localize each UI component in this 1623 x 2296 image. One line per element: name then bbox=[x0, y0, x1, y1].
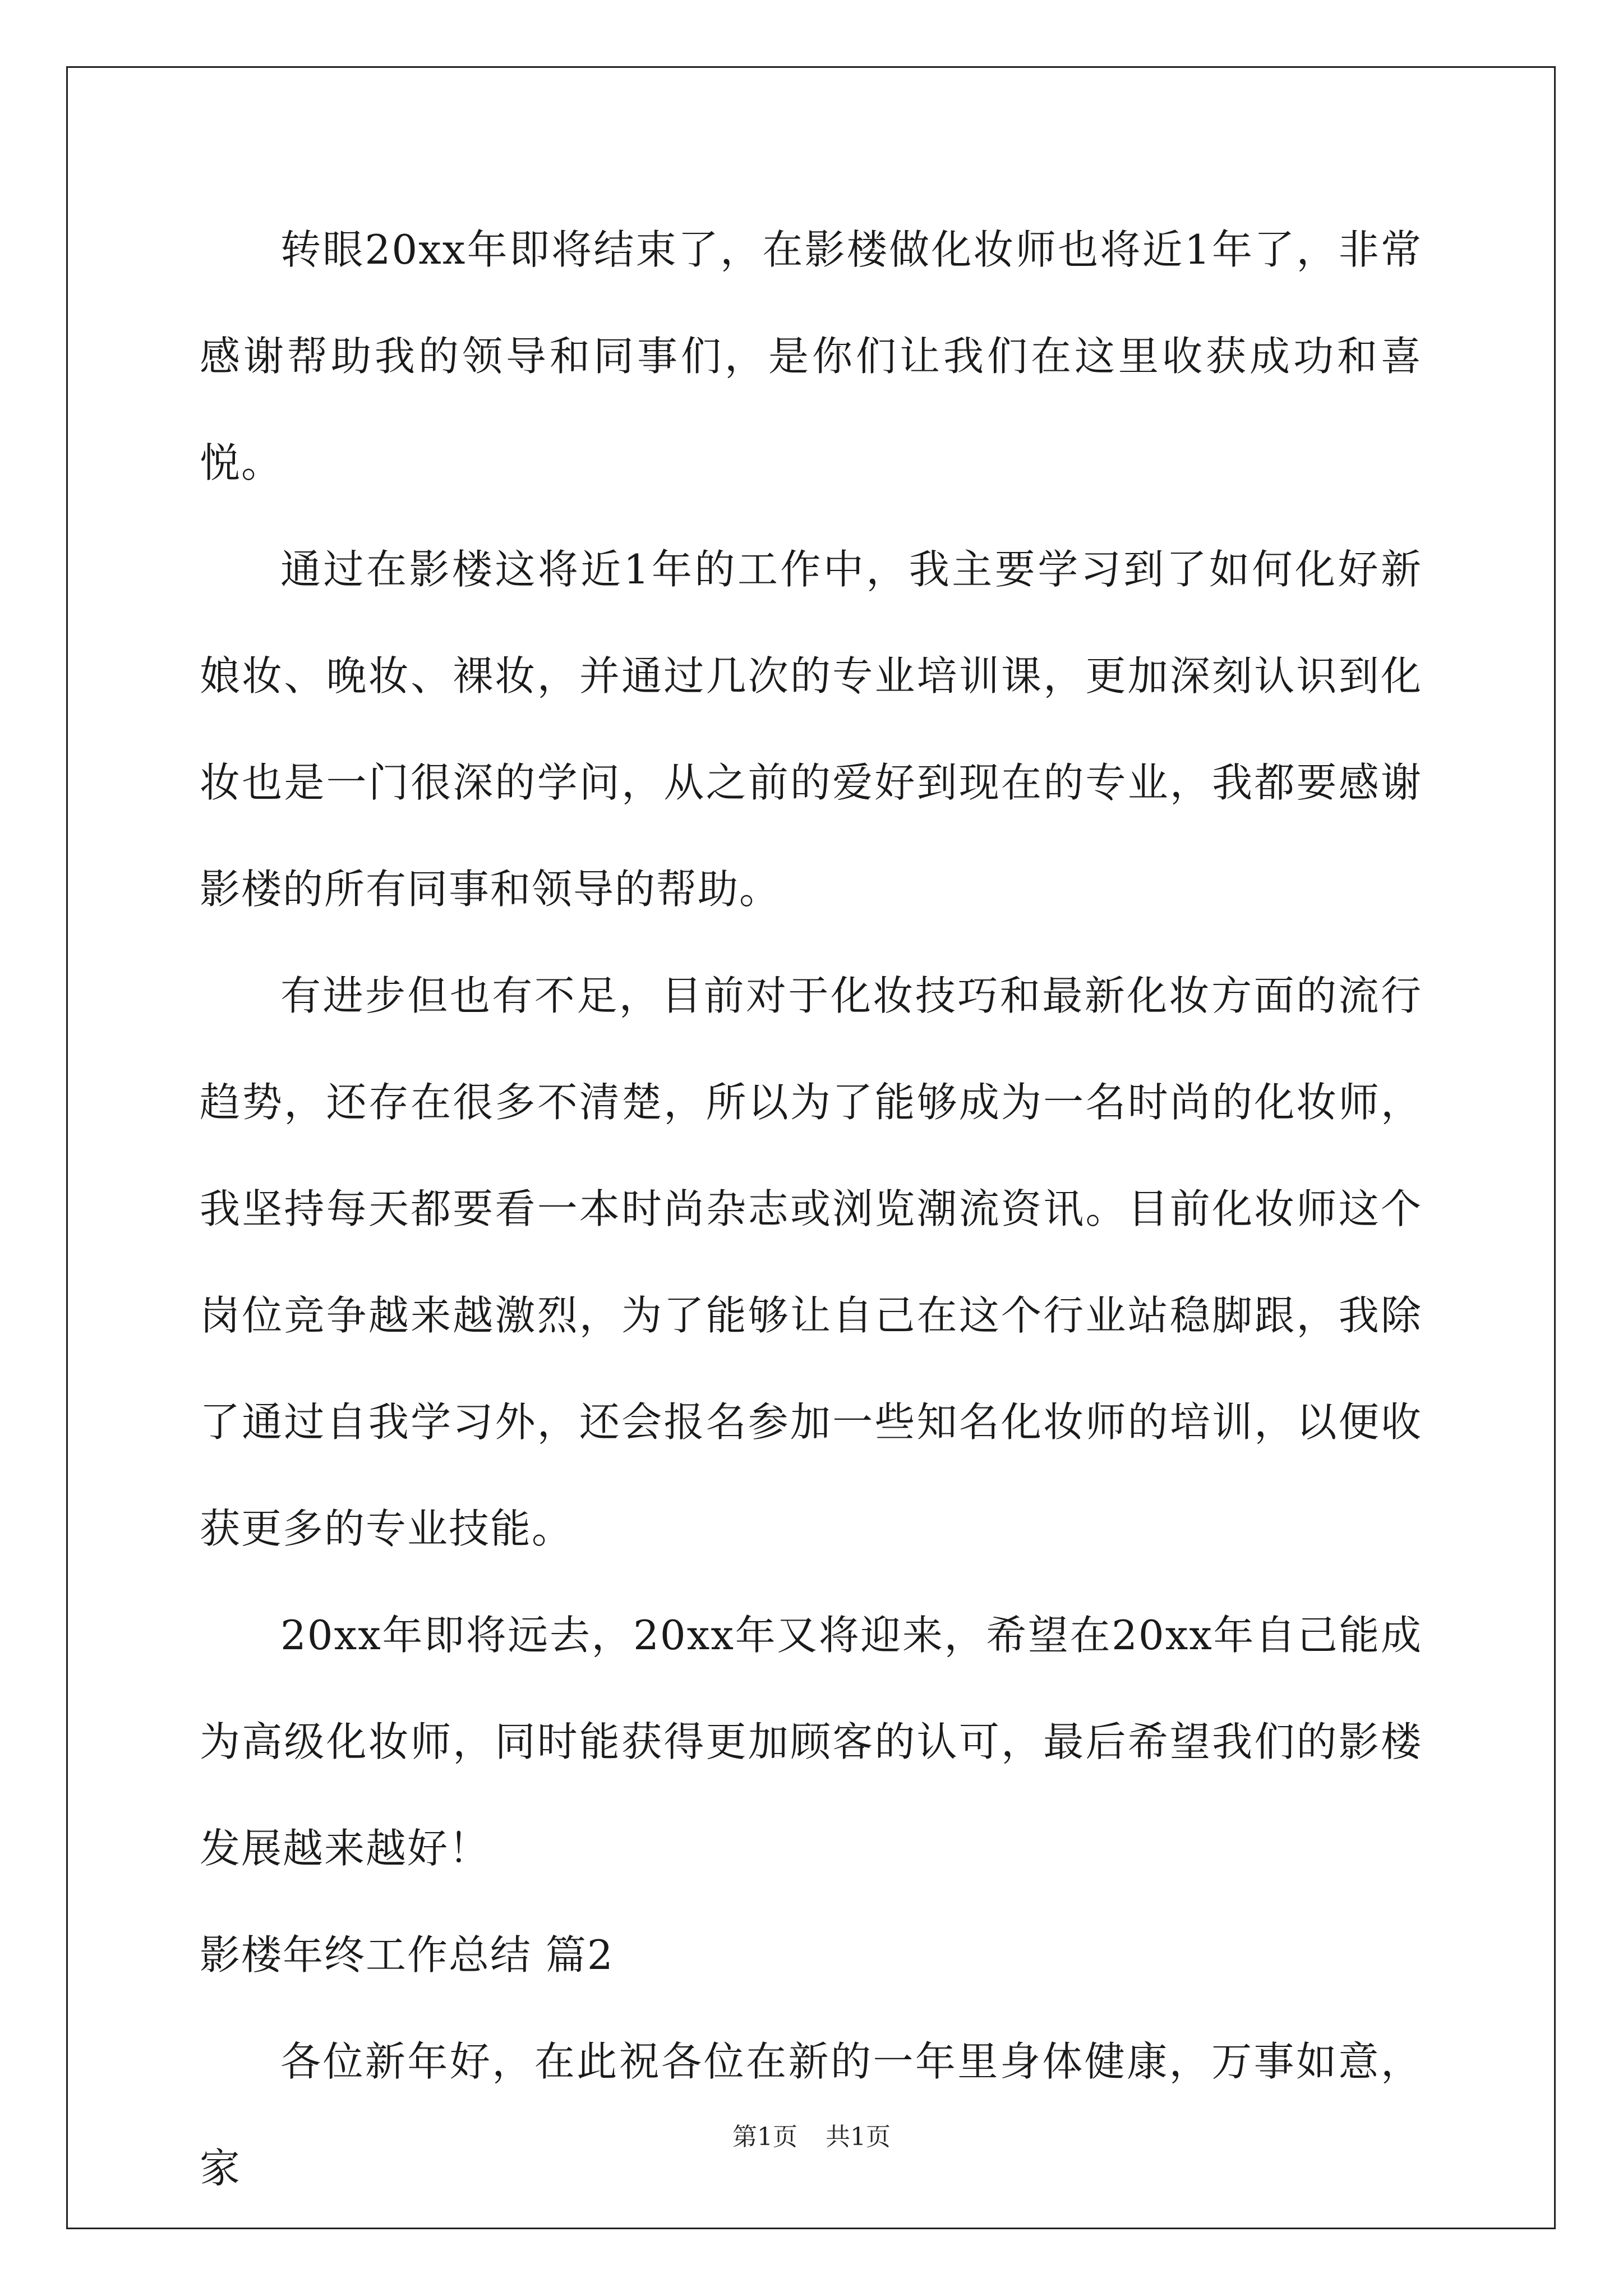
paragraph-4: 20xx年即将远去，20xx年又将迎来，希望在20xx年自己能成为高级化妆师，同时能获得更加顾客的认可，最后希望我们的影楼发展越来越好！ bbox=[200, 1612, 1422, 1872]
paragraph-5: 各位新年好，在此祝各位在新的一年里身体健康，万事如意，家 bbox=[200, 2038, 1422, 2192]
paragraph-1: 转眼20xx年即将结束了，在影楼做化妆师也将近1年了，非常感谢帮助我的领导和同事们，是你们让我们在这里收获成功和喜悦。 bbox=[200, 226, 1422, 486]
paragraph-3: 有进步但也有不足，目前对于化妆技巧和最新化妆方面的流行趋势，还存在很多不清楚，所以为了能够成为一名时尚的化妆师，我坚持每天都要看一本时尚杂志或浏览潮流资讯。目前化妆师这个岗位竞争越来越激烈，为了能够让自己在这个行业站稳脚跟，我除了通过自我学习外，还会报名参加一些知名化妆师的培训，以便收获更多的专业技能。 bbox=[200, 972, 1422, 1552]
paragraph-2: 通过在影楼这将近1年的工作中，我主要学习到了如何化好新娘妆、晚妆、裸妆，并通过几次的专业培训课，更加深刻认识到化妆也是一门很深的学问，从之前的爱好到现在的专业，我都要感谢影楼的所有同事和领导的帮助。 bbox=[200, 546, 1422, 913]
document-body bbox=[200, 196, 1422, 2221]
total-pages: 共1页 bbox=[826, 2123, 891, 2151]
page-number: 第1页 bbox=[732, 2123, 797, 2151]
section-heading: 影楼年终工作总结 篇2 bbox=[200, 1931, 614, 1978]
page-footer bbox=[0, 2120, 1623, 2154]
